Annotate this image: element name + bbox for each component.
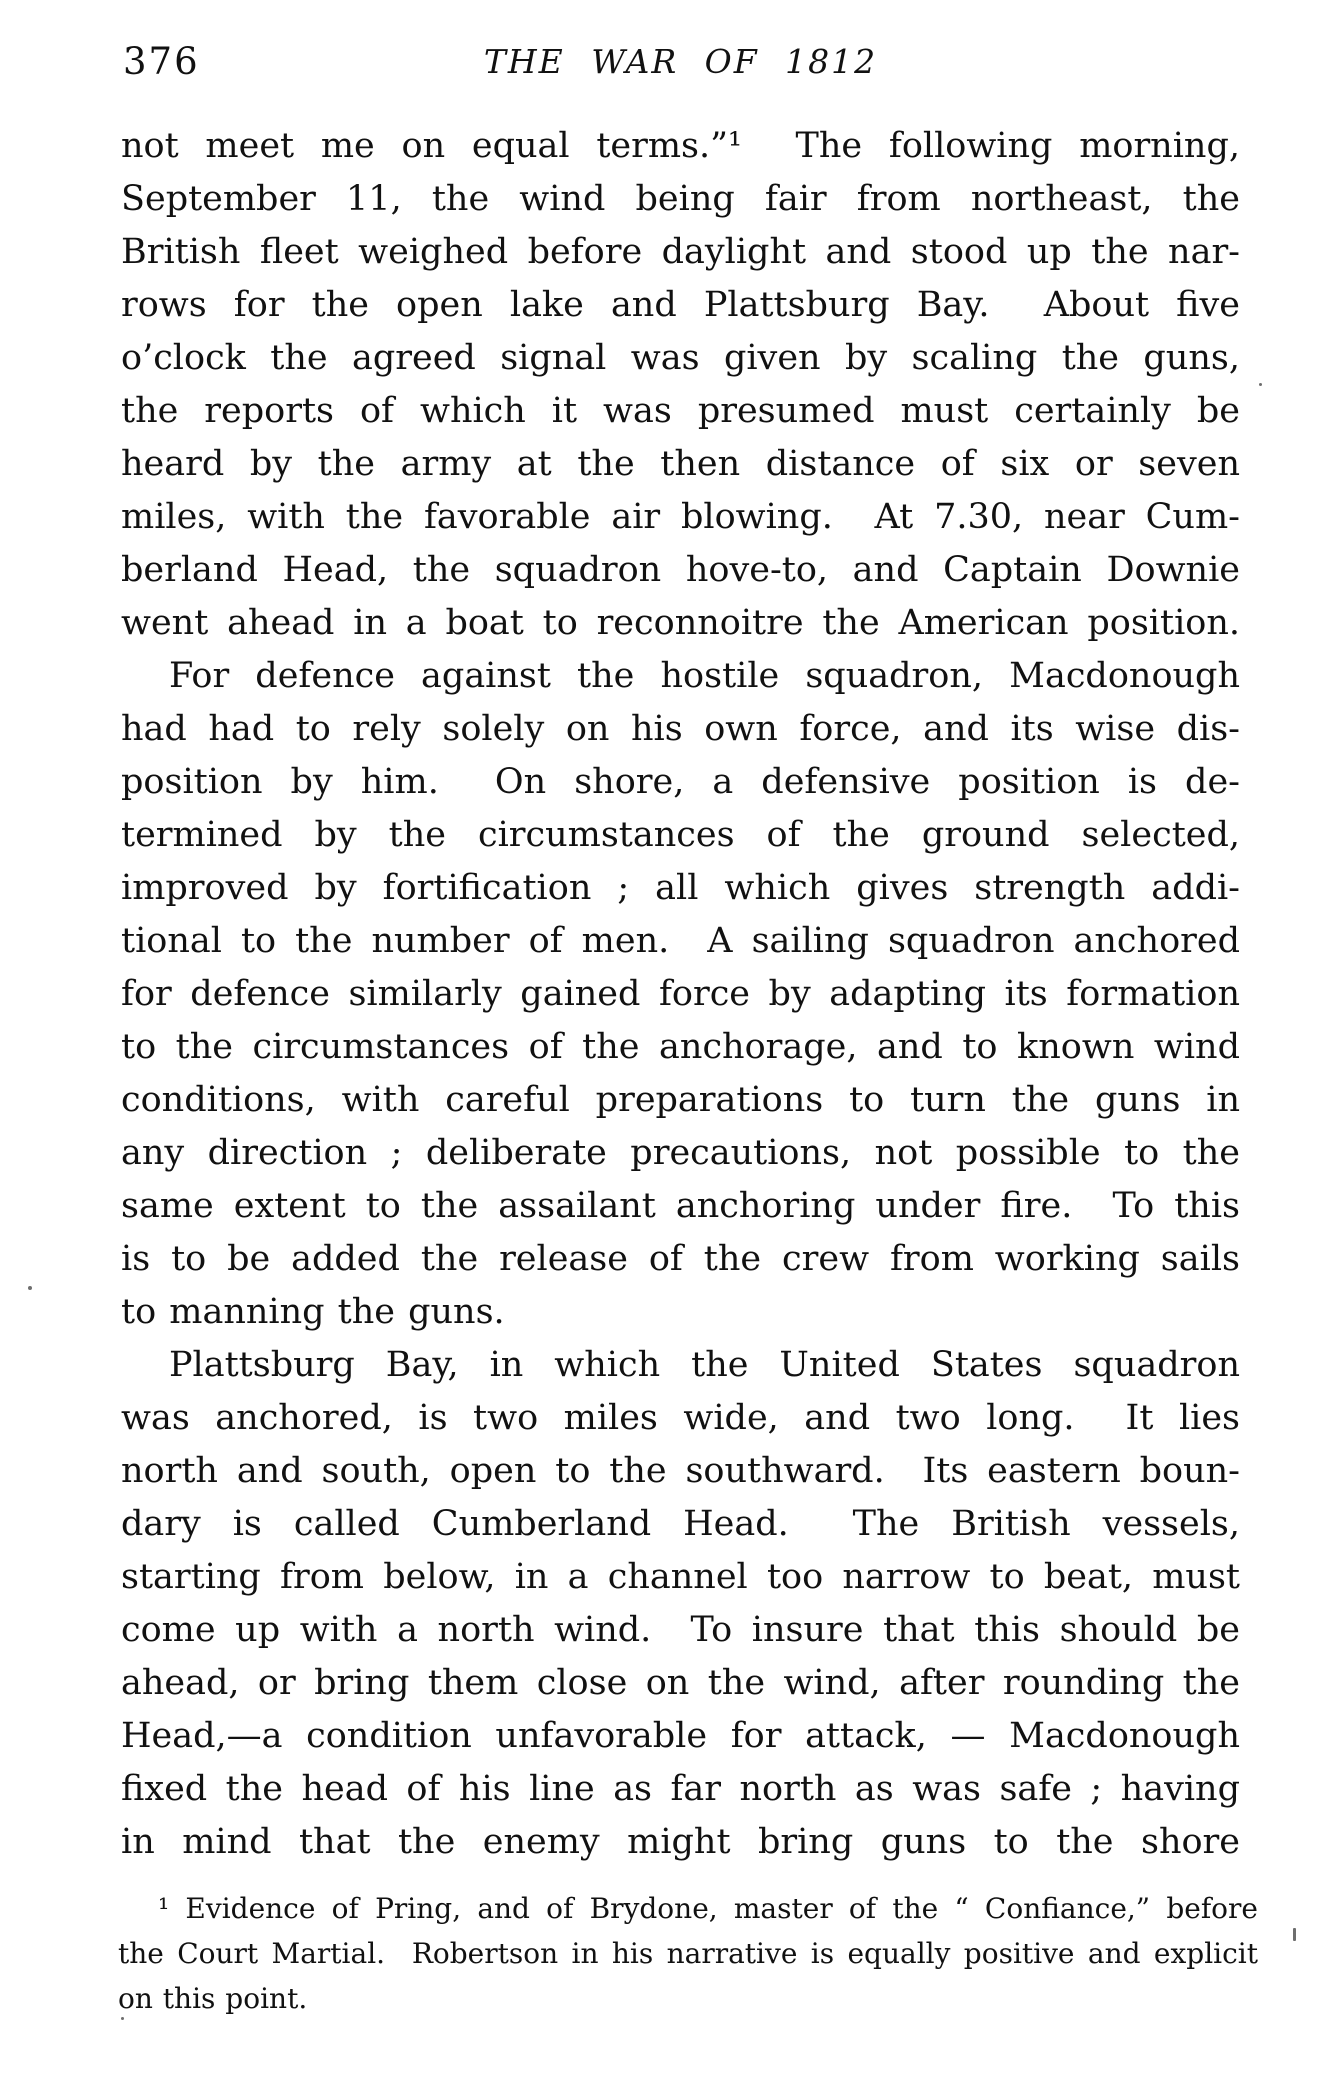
body-text — [121, 120, 1240, 1869]
paragraph-1-line-3: British fleet weighed before daylight and stood up the nar- — [121, 232, 1240, 272]
paragraph-3-line-3: north and south, open to the southward. Its eastern boun- — [121, 1451, 1240, 1491]
paragraph-2-line-7: for defence similarly gained force by adapting its formation — [121, 974, 1240, 1014]
paragraph-1-line-8: miles, with the favorable air blowing. At 7.30, near Cum- — [121, 497, 1240, 537]
paragraph-3-line-7: ahead, or bring them close on the wind, after rounding the — [121, 1663, 1240, 1703]
paragraph-1-line-7: heard by the army at the then distance of six or seven — [121, 444, 1240, 484]
paragraph-1-line-2: September 11, the wind being fair from northeast, the — [121, 179, 1240, 219]
page-number: 376 — [123, 40, 200, 83]
paragraph-1-line-4: rows for the open lake and Plattsburg Bay. About five — [121, 285, 1240, 325]
paragraph-3-line-6: come up with a north wind. To insure that this should be — [121, 1610, 1240, 1650]
paragraph-2-line-10: any direction ; deliberate precautions, not possible to the — [121, 1133, 1240, 1173]
scan-speck — [1293, 1928, 1296, 1941]
paragraph-2-line-9: conditions, with careful preparations to turn the guns in — [121, 1080, 1240, 1120]
paragraph-3-line-10: in mind that the enemy might bring guns to the shore — [121, 1822, 1240, 1862]
paragraph-2-line-12: is to be added the release of the crew from working sails — [121, 1239, 1240, 1279]
paragraph-3-line-4: dary is called Cumberland Head. The British vessels, — [121, 1504, 1240, 1544]
paragraph-1-line-1: not meet me on equal terms.”¹ The following morning, — [121, 126, 1240, 166]
running-title: THE WAR OF 1812 — [483, 42, 878, 81]
scan-speck — [121, 2017, 124, 2020]
paragraph-3-line-9: fixed the head of his line as far north as was safe ; having — [121, 1769, 1240, 1809]
paragraph-2-line-6: tional to the number of men. A sailing squadron anchored — [121, 921, 1240, 961]
page-header — [121, 40, 1240, 96]
paragraph-1-line-5: o’clock the agreed signal was given by scaling the guns, — [121, 338, 1240, 378]
paragraph-1-line-9: berland Head, the squadron hove-to, and Captain Downie — [121, 550, 1240, 590]
paragraph-2-line-5: improved by fortification ; all which gives strength addi- — [121, 868, 1240, 908]
paragraph-2-line-2: had had to rely solely on his own force, and its wise dis- — [121, 709, 1240, 749]
paragraph-3-line-5: starting from below, in a channel too narrow to beat, must — [121, 1557, 1240, 1597]
footnote-line-2: the Court Martial. Robertson in his narrative is equally positive and explicit — [118, 1937, 1258, 1970]
paragraph-1-line-10: went ahead in a boat to reconnoitre the American position. — [121, 603, 1240, 643]
footnote-line-1: ¹ Evidence of Pring, and of Brydone, master of the “ Confiance,” before — [158, 1892, 1258, 1925]
paragraph-3-line-8: Head,—a condition unfavorable for attack, — Macdonough — [121, 1716, 1240, 1756]
paragraph-2-line-13: to manning the guns. — [121, 1292, 505, 1332]
text-column — [121, 40, 1240, 1869]
paragraph-2-line-1: For defence against the hostile squadron, Macdonough — [169, 656, 1240, 696]
paragraph-3-line-2: was anchored, is two miles wide, and two long. It lies — [121, 1398, 1240, 1438]
paragraph-3-line-1: Plattsburg Bay, in which the United States squadron — [169, 1345, 1240, 1385]
paragraph-2-line-3: position by him. On shore, a defensive position is de- — [121, 762, 1240, 802]
paragraph-1-line-6: the reports of which it was presumed must certainly be — [121, 391, 1240, 431]
footnote-line-3: on this point. — [118, 1982, 308, 2015]
scan-speck — [28, 1286, 32, 1290]
scan-speck — [1259, 383, 1262, 386]
footnote — [118, 1886, 1258, 2021]
paragraph-2-line-8: to the circumstances of the anchorage, and to known wind — [121, 1027, 1240, 1067]
paragraph-2-line-4: termined by the circumstances of the ground selected, — [121, 815, 1240, 855]
paragraph-2-line-11: same extent to the assailant anchoring under fire. To this — [121, 1186, 1240, 1226]
